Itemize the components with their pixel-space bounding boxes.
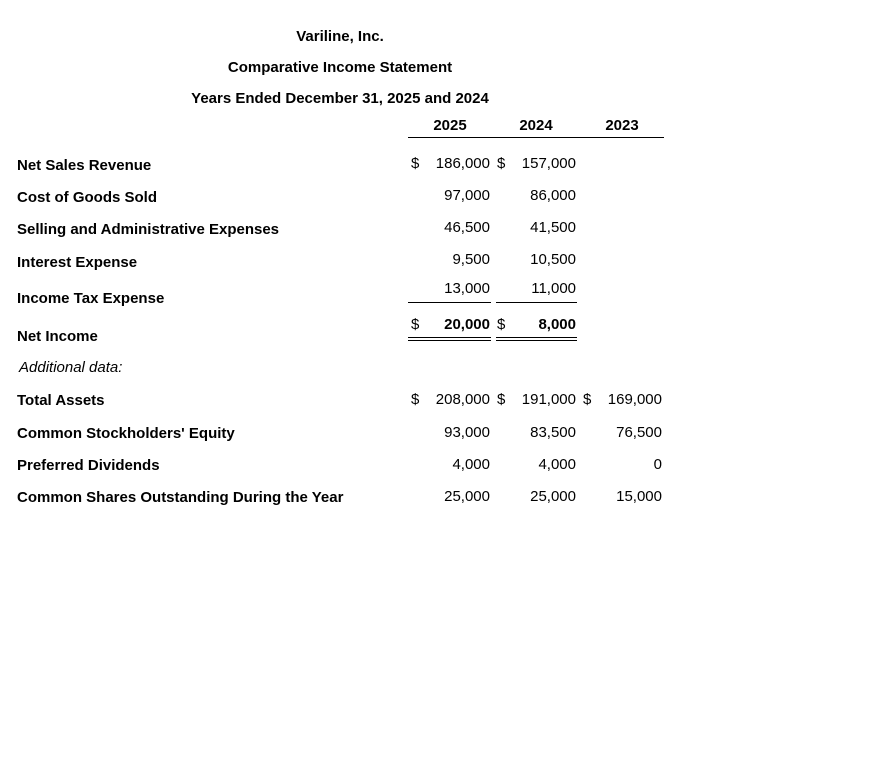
currency-symbol: $ [497, 316, 506, 333]
value-cogs-2024: 86,000 [530, 187, 576, 204]
additional-data-label: Additional data: [19, 359, 123, 376]
value-pref-div-2023: 0 [653, 456, 662, 473]
row-label-selling-admin-expenses: Selling and Administrative Expenses [17, 221, 280, 238]
row-label-common-stockholders-equity: Common Stockholders' Equity [17, 425, 235, 442]
value-interest-2024: 10,500 [530, 251, 576, 268]
statement-title: Comparative Income Statement [227, 59, 453, 76]
value-tax-2025: 13,000 [444, 280, 490, 297]
subtotal-underline-2024 [496, 302, 577, 303]
row-label-common-shares-outstanding: Common Shares Outstanding During the Year [17, 489, 344, 506]
value-shares-2023: 15,000 [616, 488, 662, 505]
currency-symbol: $ [411, 391, 420, 408]
value-cogs-2025: 97,000 [444, 187, 490, 204]
value-equity-2023: 76,500 [616, 424, 662, 441]
value-total-assets-2024: 191,000 [521, 391, 576, 408]
row-label-preferred-dividends: Preferred Dividends [17, 457, 160, 474]
row-label-interest-expense: Interest Expense [17, 254, 138, 271]
row-label-income-tax-expense: Income Tax Expense [17, 290, 165, 307]
value-total-assets-2023: 169,000 [607, 391, 662, 408]
row-label-net-income: Net Income [17, 328, 98, 345]
currency-symbol: $ [411, 155, 420, 172]
value-equity-2025: 93,000 [444, 424, 490, 441]
value-net-income-2024: 8,000 [538, 316, 576, 333]
row-label-cost-of-goods-sold: Cost of Goods Sold [17, 189, 157, 206]
year-header-2024: 2024 [519, 117, 553, 134]
value-equity-2024: 83,500 [530, 424, 576, 441]
row-label-total-assets: Total Assets [17, 392, 105, 409]
value-interest-2025: 9,500 [452, 251, 490, 268]
value-sga-2025: 46,500 [444, 219, 490, 236]
value-net-sales-2024: 157,000 [521, 155, 576, 172]
row-label-net-sales-revenue: Net Sales Revenue [17, 157, 152, 174]
value-pref-div-2025: 4,000 [452, 456, 490, 473]
currency-symbol: $ [497, 155, 506, 172]
statement-period: Years Ended December 31, 2025 and 2024 [191, 90, 489, 107]
currency-symbol: $ [583, 391, 592, 408]
year-header-2025: 2025 [433, 117, 467, 134]
company-name: Variline, Inc. [296, 28, 384, 45]
total-double-underline-2024 [496, 337, 577, 341]
currency-symbol: $ [411, 316, 420, 333]
subtotal-underline-2025 [408, 302, 491, 303]
value-net-income-2025: 20,000 [444, 316, 490, 333]
value-net-sales-2025: 186,000 [435, 155, 490, 172]
total-double-underline-2025 [408, 337, 491, 341]
value-pref-div-2024: 4,000 [538, 456, 576, 473]
value-total-assets-2025: 208,000 [435, 391, 490, 408]
currency-symbol: $ [497, 391, 506, 408]
header-underline [408, 137, 664, 138]
value-sga-2024: 41,500 [530, 219, 576, 236]
value-tax-2024: 11,000 [531, 280, 576, 297]
value-shares-2024: 25,000 [530, 488, 576, 505]
value-shares-2025: 25,000 [444, 488, 490, 505]
year-header-2023: 2023 [605, 117, 639, 134]
